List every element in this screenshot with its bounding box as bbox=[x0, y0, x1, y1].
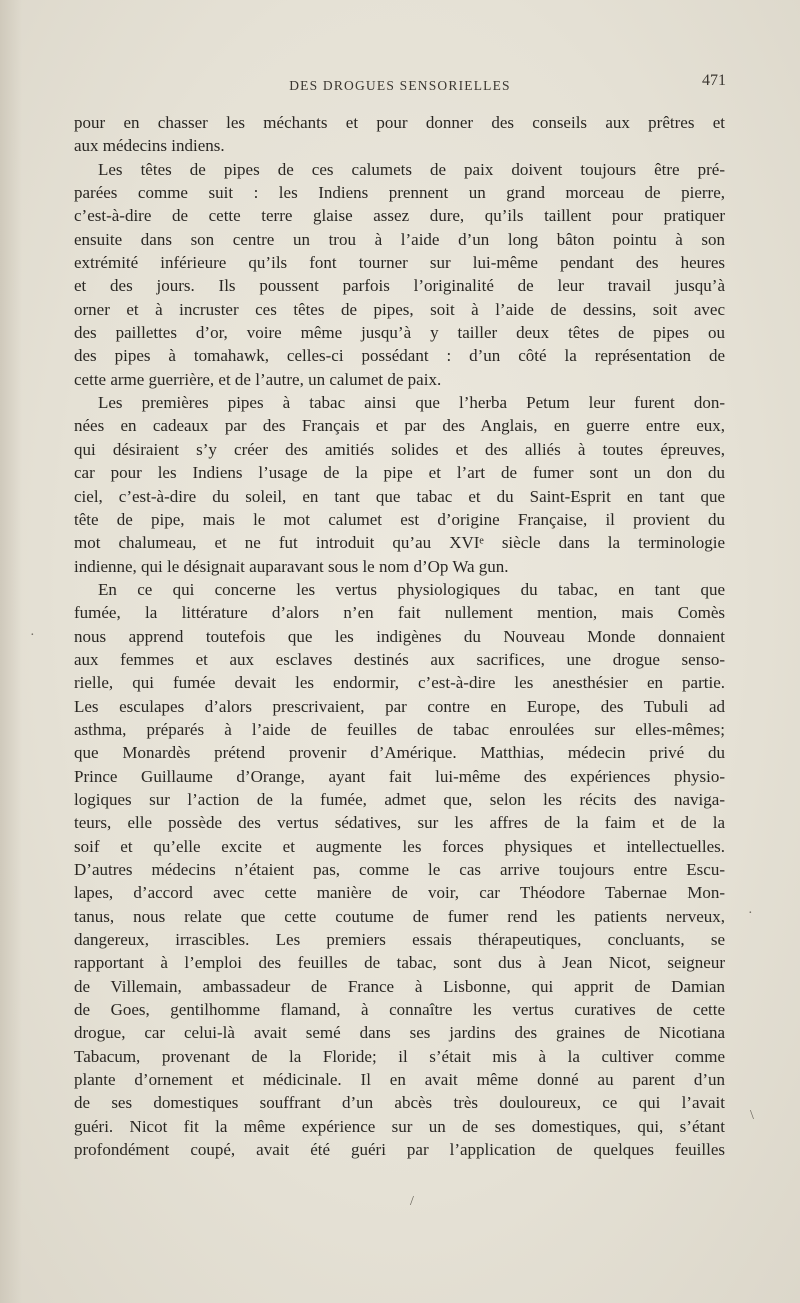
text-line: pour en chasser les méchants et pour donner des conseils aux prêtres et bbox=[74, 113, 725, 132]
page-header bbox=[70, 72, 730, 96]
text-line: guéri. Nicot fit la même expérience sur un de ses domestiques, qui, s’étant bbox=[74, 1116, 725, 1136]
text-line: des paillettes d’or, voire même jusqu’à y tailler deux têtes de pipes ou bbox=[74, 323, 725, 343]
text-line: aux médecins indiens. bbox=[74, 136, 225, 156]
text-line: fumée, la littérature d’alors n’en fait nullement mention, mais Comès bbox=[74, 603, 725, 623]
text-line: extrémité inférieure qu’ils font tourner sur lui-même pendant des heures bbox=[74, 253, 725, 273]
text-line: profondément coupé, avait été guéri par l’application de quelques feuilles bbox=[74, 1140, 725, 1160]
text-line: des pipes à tomahawk, celles-ci possédant : d’un côté la représentation de bbox=[74, 346, 725, 366]
text-line: tête de pipe, mais le mot calumet est d’origine Française, il provient du bbox=[74, 509, 725, 529]
text-line: cette arme guerrière, et de l’autre, un calumet de paix. bbox=[74, 369, 442, 389]
page-number: 471 bbox=[702, 72, 726, 89]
text-line: parées comme suit : les Indiens prennent un grand morceau de pierre, bbox=[74, 183, 725, 203]
text-line: car pour les Indiens l’usage de la pipe et l’art de fumer sont un don du bbox=[74, 463, 725, 483]
margin-tick-mark: / bbox=[410, 1194, 414, 1209]
body-text bbox=[74, 111, 725, 1161]
text-line: Les premières pipes à tabac ainsi que l’herba Petum leur furent don- bbox=[98, 393, 725, 413]
text-line: soif et qu’elle excite et augmente les forces physiques et intellectuelles. bbox=[74, 836, 725, 856]
text-line: logiques sur l’action de la fumée, admet que, selon les récits des naviga- bbox=[74, 789, 725, 809]
text-line: rapportant à l’emploi des feuilles de tabac, sont dus à Jean Nicot, seigneur bbox=[74, 953, 725, 973]
text-line: aux femmes et aux esclaves destinés aux sacrifices, une drogue senso- bbox=[74, 649, 725, 669]
text-line: indienne, qui le désignait auparavant sous le nom d’Op Wa gun. bbox=[74, 556, 509, 576]
text-line: c’est-à-dire de cette terre glaise assez dure, qu’ils taillent pour pratiquer bbox=[74, 206, 725, 226]
text-line: que Monardès prétend provenir d’Amérique. Matthias, médecin privé du bbox=[74, 743, 725, 763]
text-line: drogue, car celui-là avait semé dans ses jardins des graines de Nicotiana bbox=[74, 1023, 725, 1043]
text-line: tanus, nous relate que cette coutume de fumer rend les patients nerveux, bbox=[74, 906, 725, 926]
text-line: nées en cadeaux par des Français et par des Anglais, en guerre entre eux, bbox=[74, 416, 725, 436]
text-line: de ses domestiques souffrant d’un abcès très douloureux, ce qui l’avait bbox=[74, 1093, 725, 1113]
running-title: DES DROGUES SENSORIELLES bbox=[289, 78, 511, 93]
text-line: asthma, préparés à l’aide de feuilles de tabac enroulées sur elles-mêmes; bbox=[74, 719, 725, 739]
text-line: Les esculapes d’alors prescrivaient, par contre en Europe, des Tubuli ad bbox=[74, 696, 725, 716]
text-line: nous apprend toutefois que les indigènes du Nouveau Monde donnaient bbox=[74, 626, 725, 646]
text-line: mot chalumeau, et ne fut introduit qu’au XVIᵉ siècle dans la terminologie bbox=[74, 533, 725, 553]
text-line: rielle, qui fumée devait les endormir, c’est-à-dire les anesthésier en partie. bbox=[74, 673, 725, 693]
margin-tick-mark: \ bbox=[750, 1108, 754, 1123]
text-line: qui désiraient s’y créer des amitiés solides et des alliés à toutes épreuves, bbox=[74, 439, 725, 459]
text-line: de Goes, gentilhomme flamand, à connaître les vertus curatives de cette bbox=[74, 1000, 725, 1020]
text-line: de Villemain, ambassadeur de France à Lisbonne, qui apprit de Damian bbox=[74, 976, 725, 996]
margin-dot-mark: · bbox=[748, 906, 753, 921]
text-line: ciel, c’est-à-dire du soleil, en tant que tabac et du Saint-Esprit en tant que bbox=[74, 486, 725, 506]
binding-shadow bbox=[0, 0, 22, 1303]
text-line: Tabacum, provenant de la Floride; il s’était mis à la cultiver comme bbox=[74, 1046, 725, 1066]
text-line: Prince Guillaume d’Orange, ayant fait lui-même des expériences physio- bbox=[74, 766, 725, 786]
text-line: Les têtes de pipes de ces calumets de paix doivent toujours être pré- bbox=[98, 159, 725, 179]
margin-dot-mark: · bbox=[30, 628, 35, 643]
text-line: dangereux, irrascibles. Les premiers essais thérapeutiques, concluants, se bbox=[74, 930, 725, 950]
text-line: teurs, elle possède des vertus sédatives, sur les affres de la faim et de la bbox=[74, 813, 725, 833]
text-line: lapes, d’accord avec cette manière de voir, car Théodore Tabernae Mon- bbox=[74, 883, 725, 903]
text-line: plante d’ornement et médicinale. Il en avait même donné au parent d’un bbox=[74, 1070, 725, 1090]
text-line: ensuite dans son centre un trou à l’aide d’un long bâton pointu à son bbox=[74, 229, 725, 249]
text-line: orner et à incruster ces têtes de pipes, soit à l’aide de dessins, soit avec bbox=[74, 299, 725, 319]
text-line: En ce qui concerne les vertus physiologiques du tabac, en tant que bbox=[98, 579, 725, 599]
text-line: et des jours. Ils poussent parfois l’originalité de leur travail jusqu’à bbox=[74, 276, 725, 296]
text-line: D’autres médecins n’étaient pas, comme le cas arrive toujours entre Escu- bbox=[74, 860, 725, 879]
